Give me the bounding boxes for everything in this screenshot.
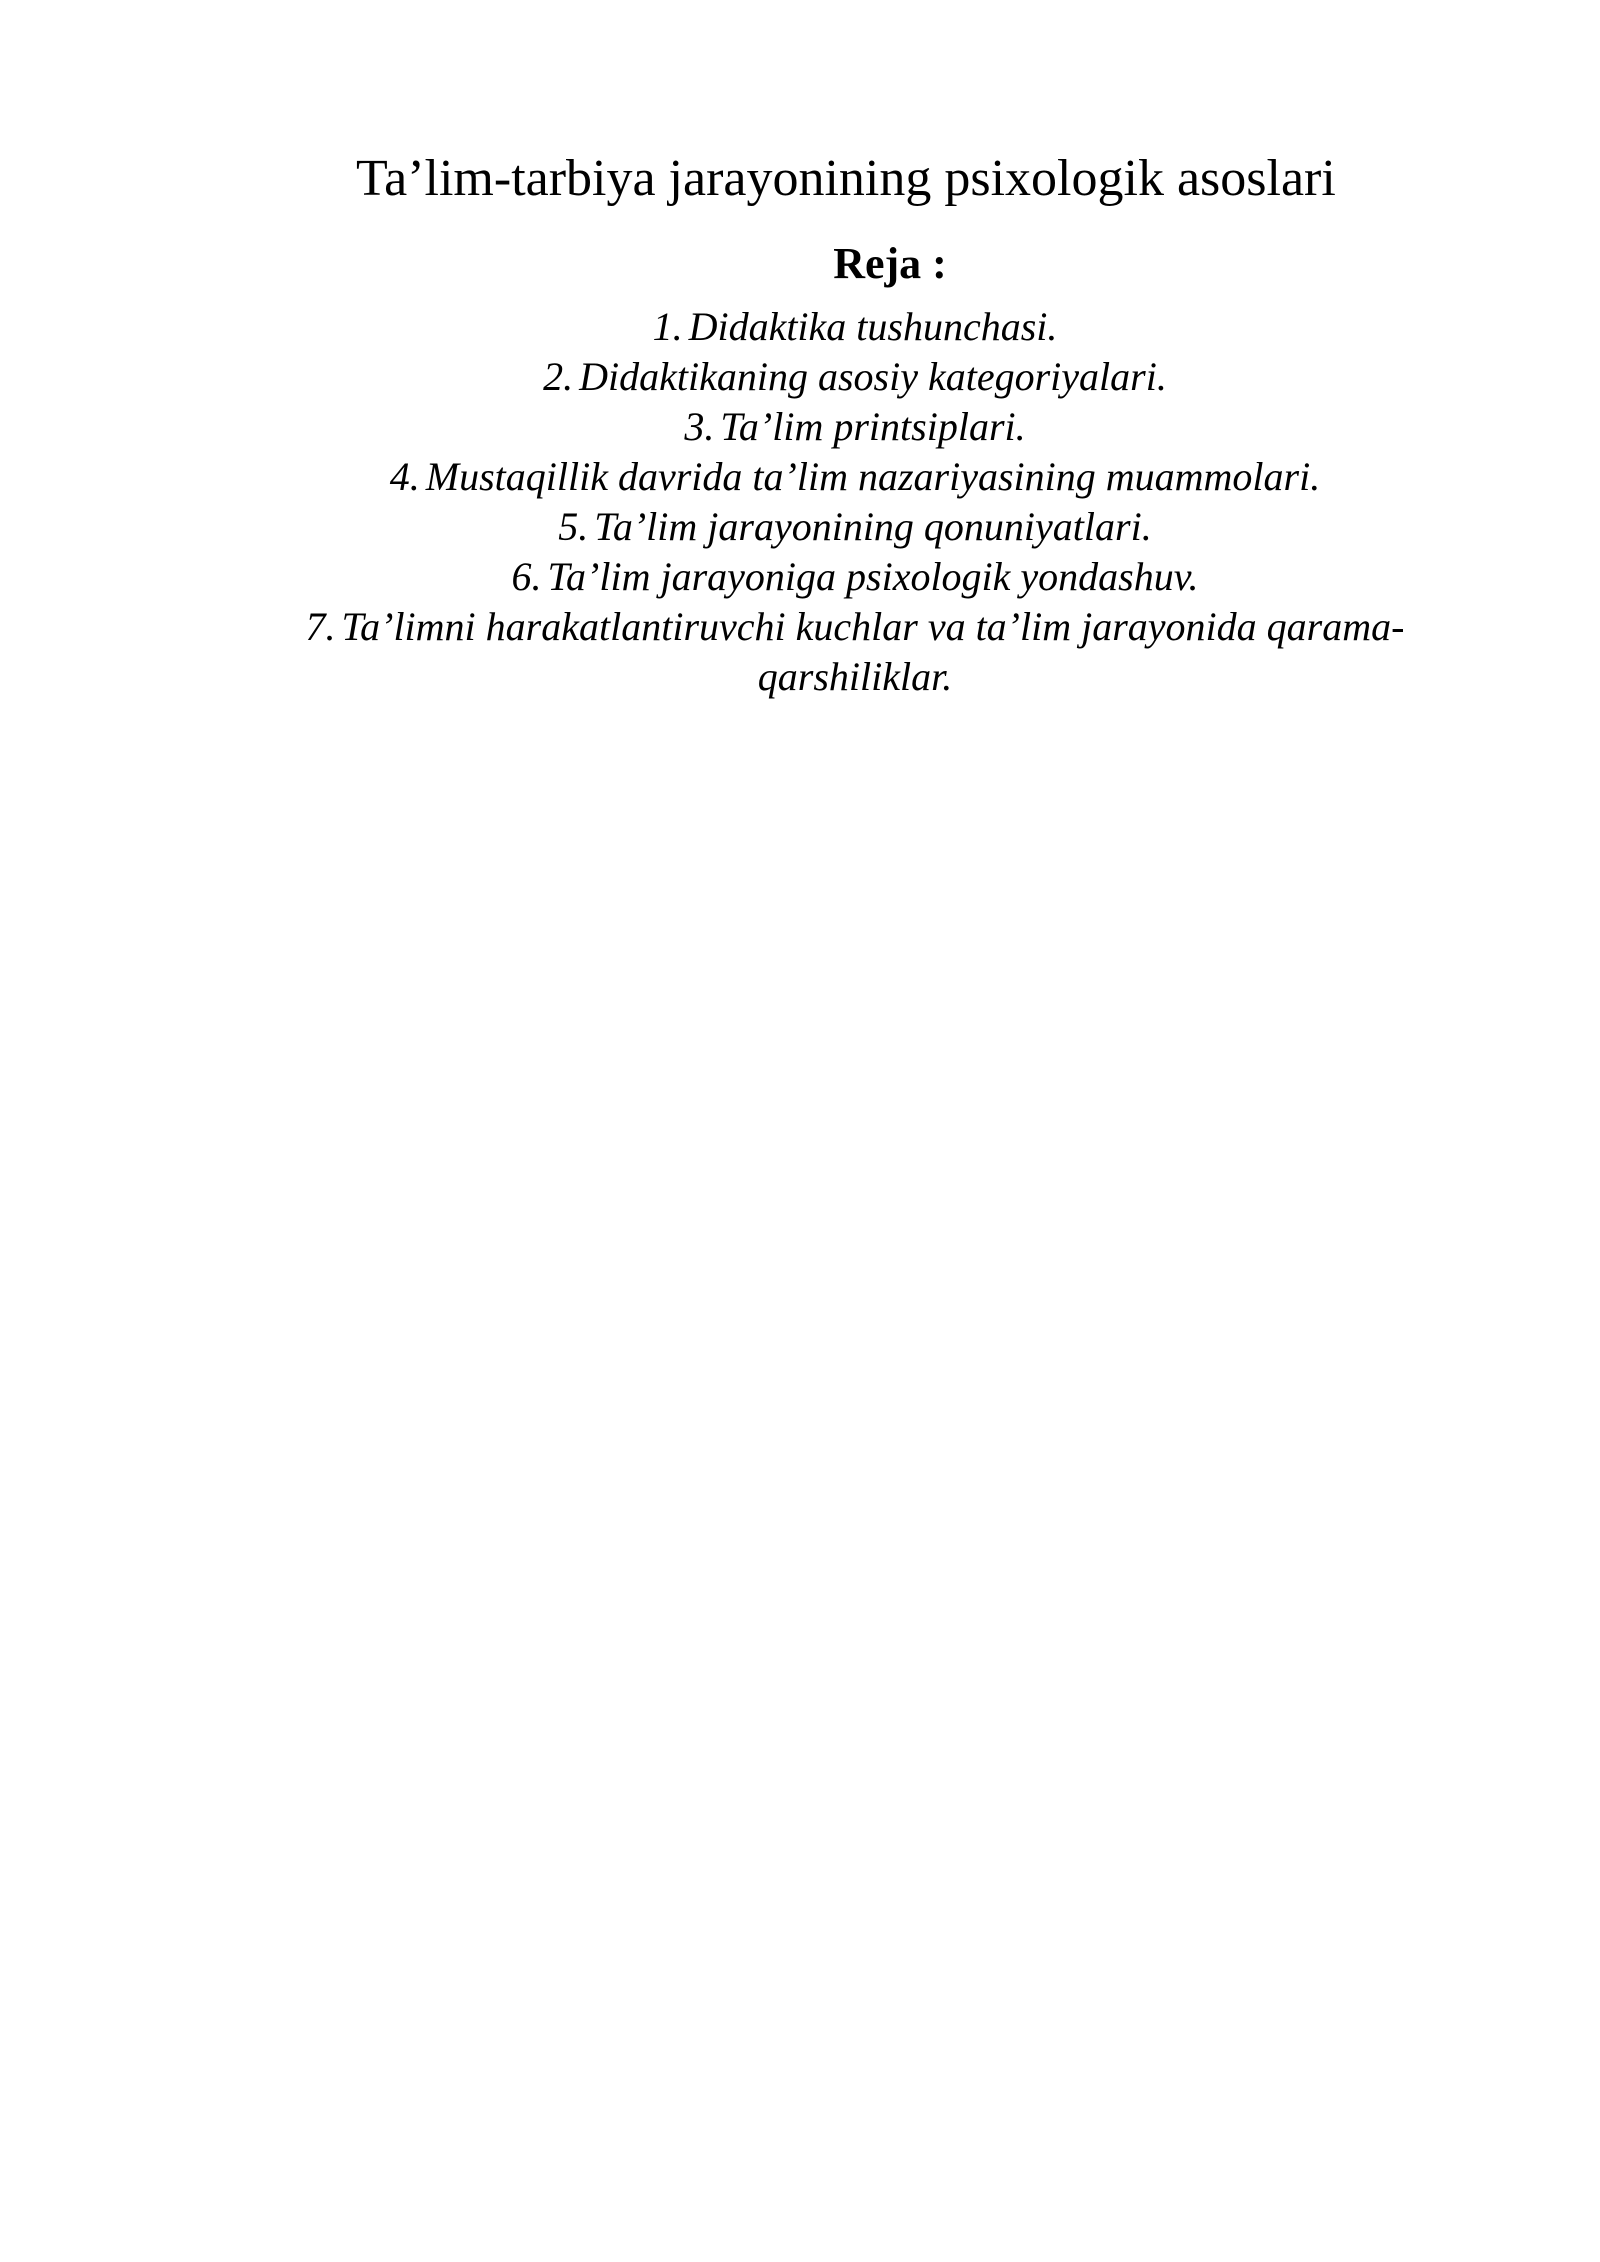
plan-item-text: Mustaqillik davrida ta’lim nazariyasining muammolari. [425,454,1321,499]
plan-heading: Reja : [833,239,947,288]
plan-item-text: Ta’limni harakatlantiruvchi kuchlar va ta’lim jarayonida qarama-qarshiliklar. [341,604,1405,699]
plan-item [240,402,1470,452]
plan-item [240,352,1470,402]
plan-item-text: Didaktikaning asosiy kategoriyalari. [579,354,1167,399]
plan-item-number: 6. [511,554,542,599]
plan-item-text: Ta’lim printsiplari. [720,404,1026,449]
plan-item [240,502,1470,552]
plan-item [240,302,1470,352]
plan-item-number: 2. [543,354,574,399]
plan-item-number: 4. [389,454,420,499]
plan-list [240,302,1470,702]
plan-item-text: Ta’lim jarayoniga psixologik yondashuv. [547,554,1199,599]
plan-item [240,602,1470,702]
plan-item-text: Ta’lim jarayonining qonuniyatlari. [594,504,1152,549]
plan-item-number: 3. [684,404,715,449]
plan-item-number: 7. [305,604,336,649]
document-title: Ta’lim-tarbiya jarayonining psixologik asoslari [356,150,1336,207]
plan-item [240,452,1470,502]
plan-item-text: Didaktika tushunchasi. [688,304,1058,349]
plan-item-number: 5. [558,504,589,549]
plan-item-number: 1. [652,304,683,349]
plan-item [240,552,1470,602]
